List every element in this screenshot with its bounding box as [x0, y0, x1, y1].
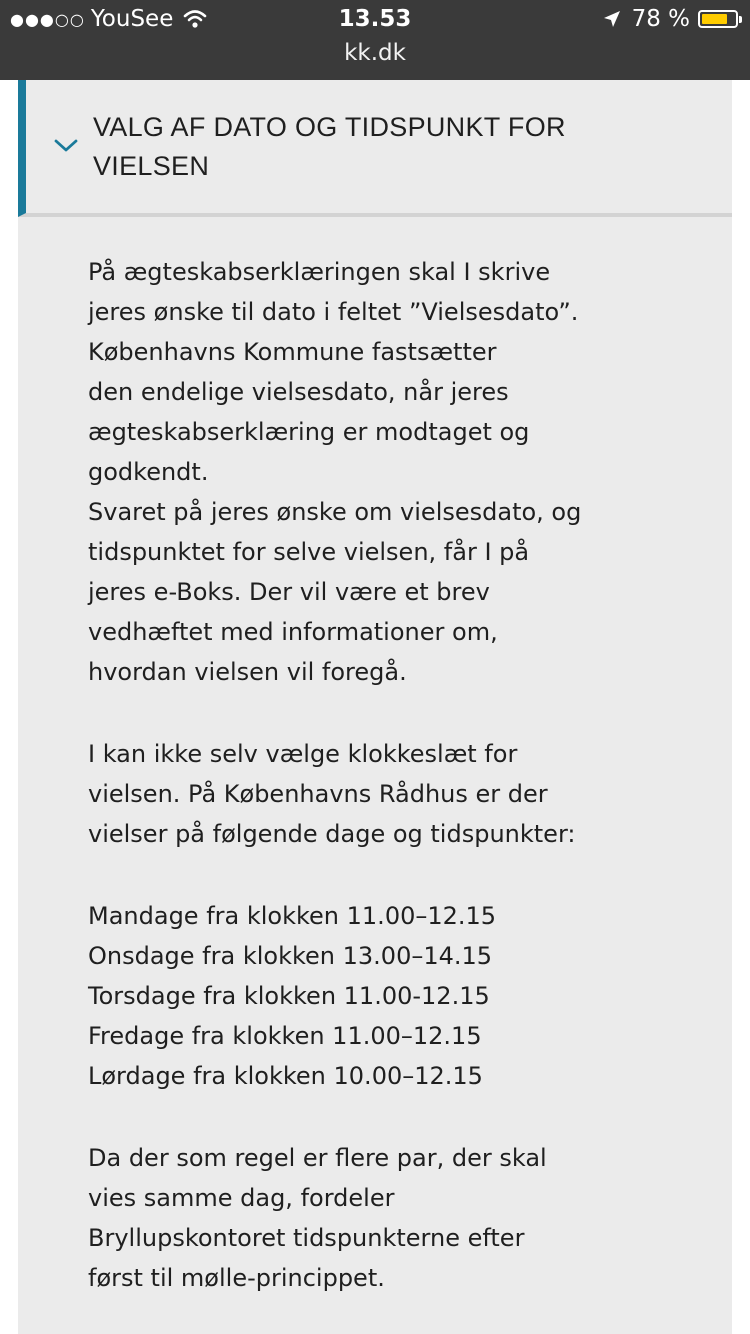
chevron-down-icon[interactable]	[53, 138, 79, 154]
text-line: tidspunktet for selve vielsen, får I på	[88, 538, 530, 566]
text-line: først til mølle-princippet.	[88, 1264, 385, 1292]
text-line: Københavns Kommune fastsætter	[88, 338, 497, 366]
carrier-name: YouSee	[90, 6, 174, 32]
text-line: den endelige vielsesdato, når jeres	[88, 378, 509, 406]
intro-paragraph	[88, 252, 688, 692]
text-line: ægteskabserklæring er modtaget og	[88, 418, 530, 446]
address-url[interactable]: kk.dk	[344, 40, 406, 66]
schedule-item: Fredage fra klokken 11.00–12.15	[88, 1022, 482, 1050]
accordion-section	[18, 80, 732, 1334]
signal-strength-icon: ●●●○○	[10, 9, 85, 29]
accordion-header[interactable]	[18, 80, 732, 217]
allocation-paragraph	[88, 1138, 688, 1298]
schedule-item: Lørdage fra klokken 10.00–12.15	[88, 1062, 483, 1090]
text-line: vedhæftet med informationer om,	[88, 618, 498, 646]
time-choice-paragraph	[88, 734, 688, 854]
text-line: Svaret på jeres ønske om vielsesdato, og	[88, 498, 582, 526]
location-icon	[602, 9, 622, 29]
text-line: På ægteskabserklæringen skal I skrive	[88, 258, 551, 286]
battery-tip	[739, 16, 742, 23]
text-line: jeres ønske til dato i feltet ”Vielsesdato”.	[88, 298, 579, 326]
text-line: vies samme dag, fordeler	[88, 1184, 395, 1212]
text-line: hvordan vielsen vil foregå.	[88, 658, 407, 686]
text-line: vielser på følgende dage og tidspunkter:	[88, 820, 576, 848]
status-right	[602, 6, 738, 32]
schedule-item: Torsdage fra klokken 11.00-12.15	[88, 982, 490, 1010]
accordion-title-line: VIELSEN	[93, 151, 210, 181]
battery-fill	[702, 14, 727, 24]
text-line: Da der som regel er flere par, der skal	[88, 1144, 547, 1172]
text-line: I kan ikke selv vælge klokkeslæt for	[88, 740, 518, 768]
text-line: godkendt.	[88, 458, 209, 486]
schedule-list	[88, 896, 688, 1096]
battery-icon	[698, 10, 738, 28]
schedule-item: Mandage fra klokken 11.00–12.15	[88, 902, 497, 930]
accordion-title-line: VALG AF DATO OG TIDSPUNKT FOR	[93, 112, 566, 142]
status-bar	[0, 0, 750, 80]
battery-percent: 78 %	[631, 6, 690, 32]
text-line: Bryllupskontoret tidspunkterne efter	[88, 1224, 525, 1252]
status-time: 13.53	[338, 6, 412, 32]
accordion-body	[88, 252, 688, 1298]
text-line: jeres e-Boks. Der vil være et brev	[88, 578, 490, 606]
text-line: vielsen. På Københavns Rådhus er der	[88, 780, 548, 808]
schedule-item: Onsdage fra klokken 13.00–14.15	[88, 942, 493, 970]
status-row	[0, 4, 750, 38]
accordion-title[interactable]	[93, 108, 693, 186]
